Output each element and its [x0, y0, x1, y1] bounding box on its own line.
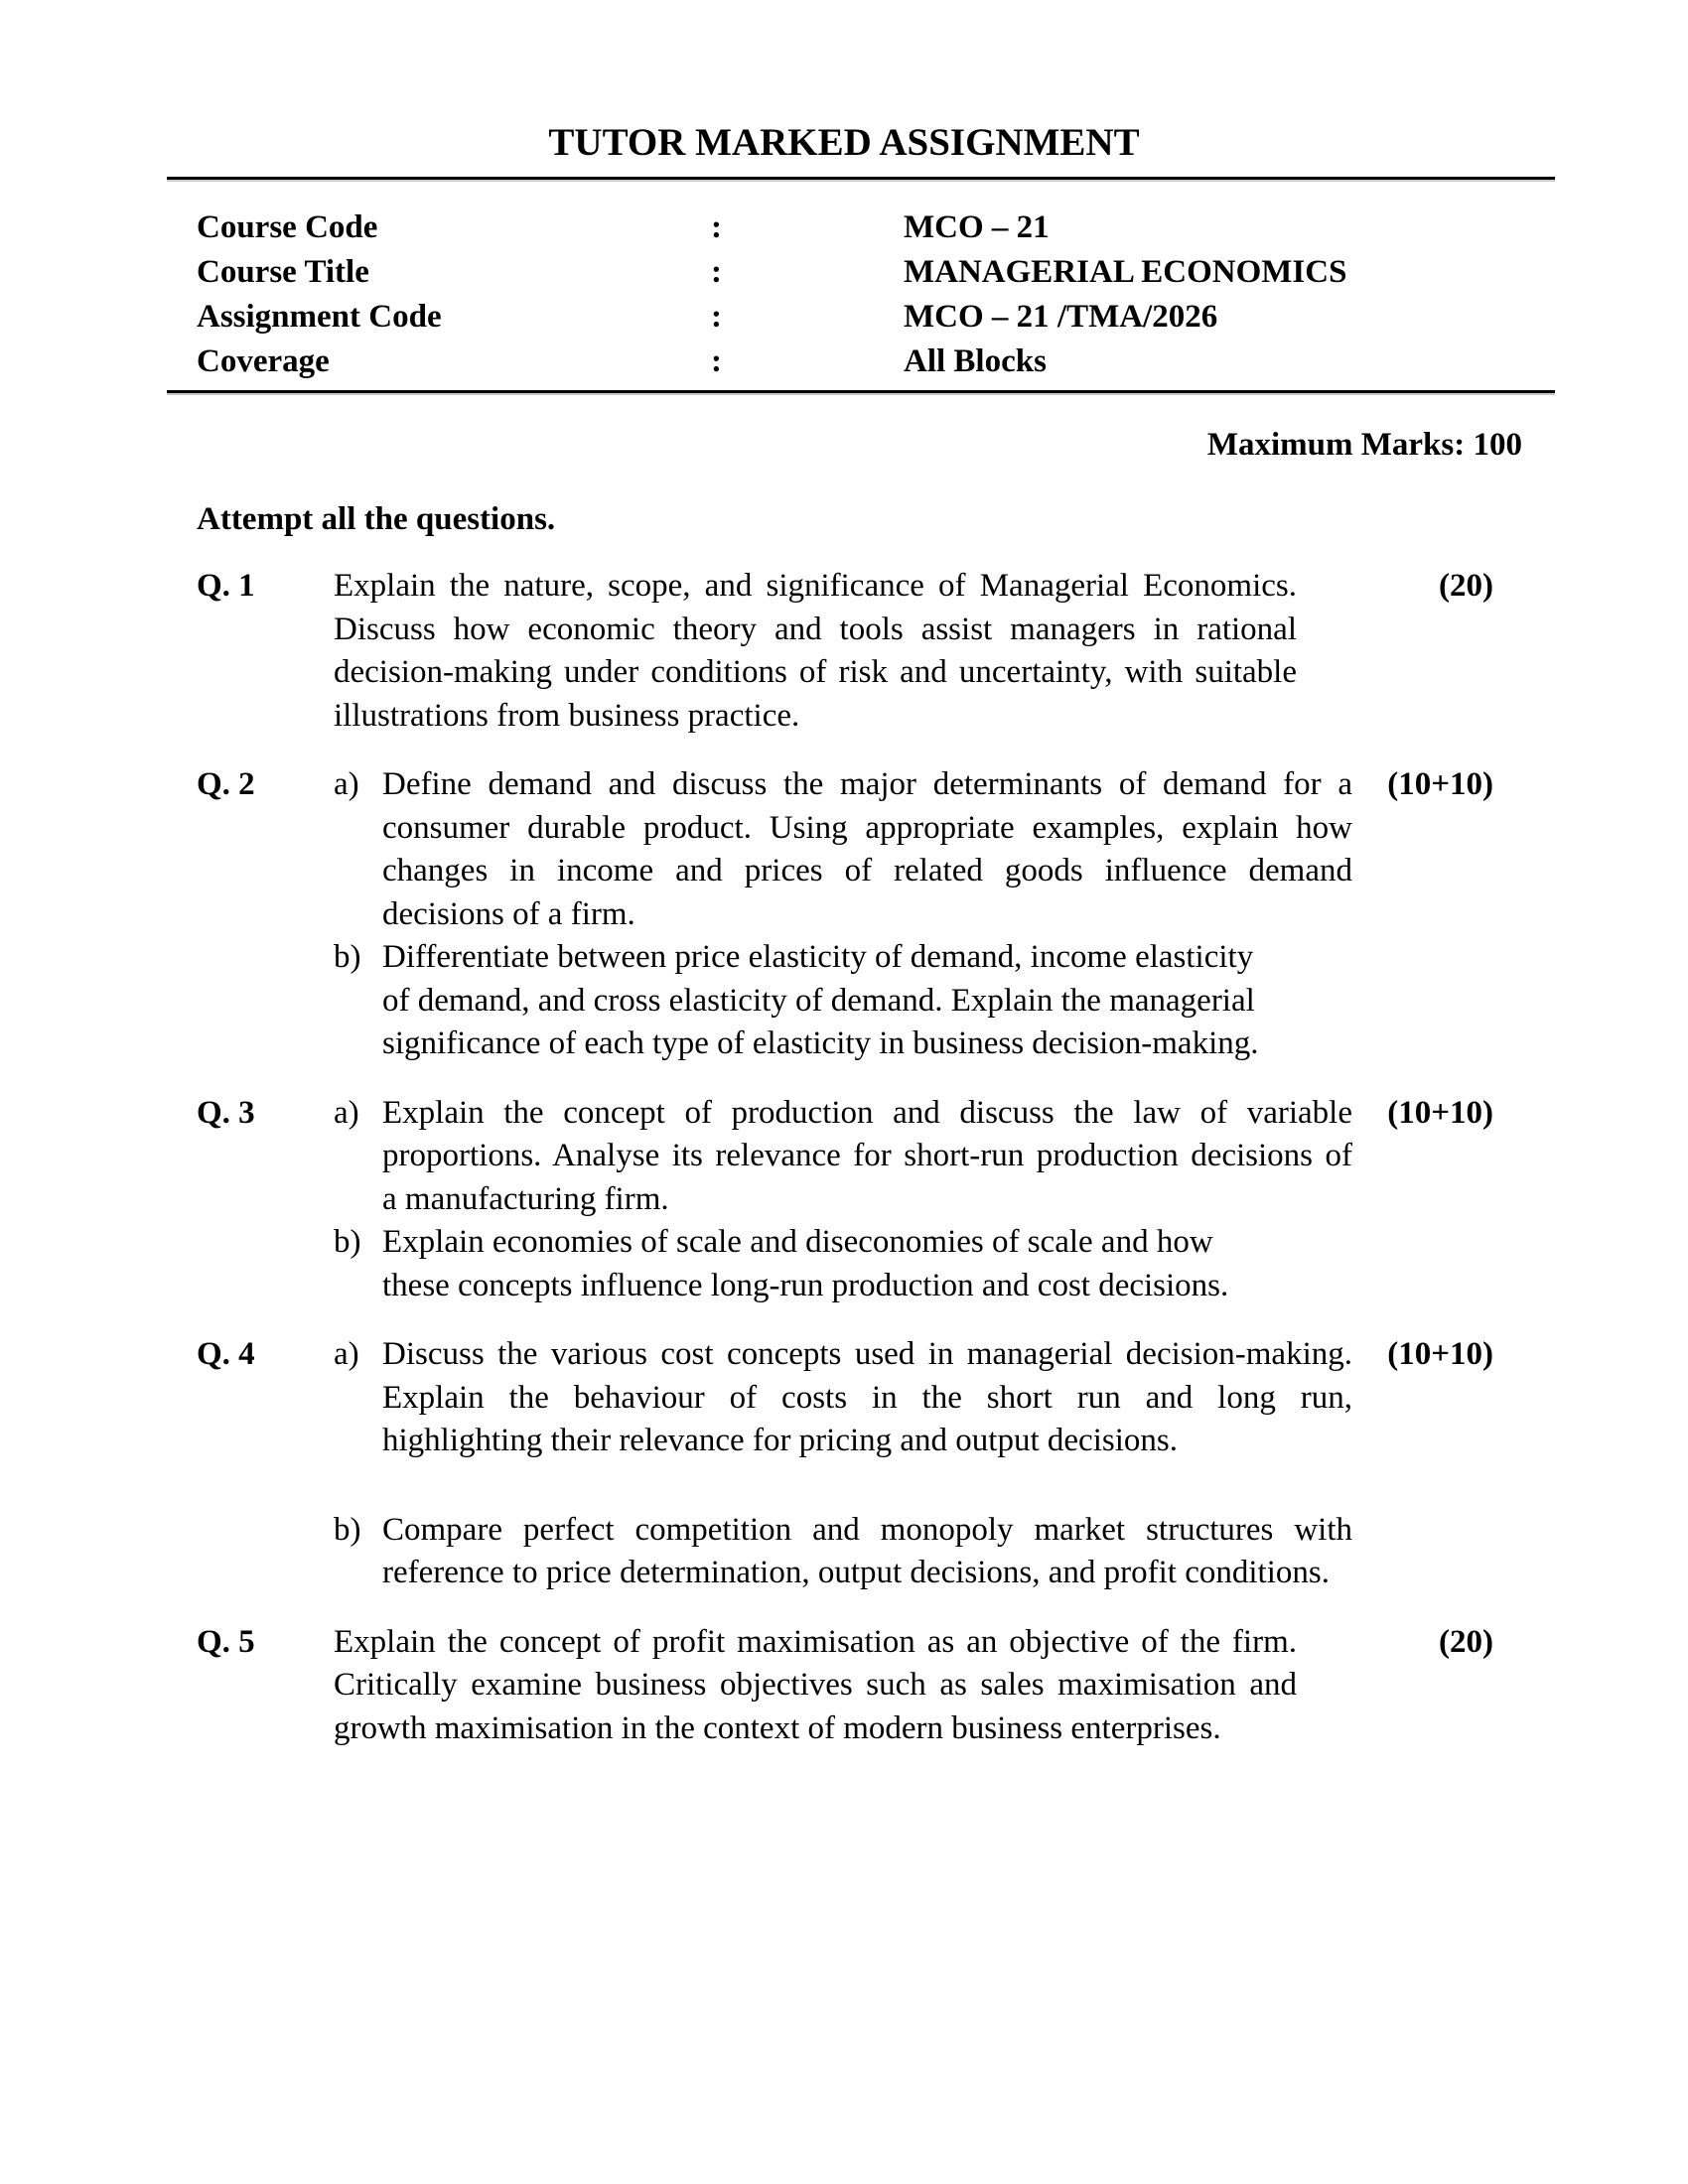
instruction: Attempt all the questions.	[197, 501, 556, 537]
course-info-row	[197, 295, 1688, 340]
part-text	[382, 1333, 1352, 1463]
question-part	[334, 1221, 1352, 1307]
text-line: of demand, and cross elasticity of demand. Explain the managerial	[382, 982, 1255, 1019]
question-marks: (20)	[1439, 1623, 1493, 1660]
course-info-value: MANAGERIAL ECONOMICS	[904, 254, 1347, 290]
part-label: a)	[334, 1094, 359, 1131]
text-line: Explain the concept of production and discuss the law of variable	[382, 1094, 1352, 1131]
text-line: reference to price determination, output decisions, and profit conditions.	[382, 1555, 1330, 1590]
question-block	[197, 1333, 1688, 1595]
question-marks: (10+10)	[1387, 1094, 1493, 1131]
course-info-value: All Blocks	[904, 343, 1047, 379]
question-marks: (10+10)	[1387, 1336, 1493, 1372]
text-line: Explain the nature, scope, and significance of Managerial Economics.	[334, 568, 1297, 604]
question-block	[197, 763, 1688, 1066]
question-part	[334, 1333, 1352, 1463]
text-line: Discuss how economic theory and tools assist managers in rational	[334, 611, 1297, 647]
question-block	[197, 565, 1688, 738]
header-rule-top	[167, 177, 1555, 180]
part-label: a)	[334, 766, 359, 802]
text-line: consumer durable product. Using appropriate examples, explain how	[382, 809, 1352, 846]
question-marks: (20)	[1439, 568, 1493, 604]
part-text	[382, 1221, 1352, 1307]
question-marks: (10+10)	[1387, 766, 1493, 802]
course-info-separator: :	[711, 299, 722, 335]
text-line: changes in income and prices of related goods influence demand	[382, 853, 1352, 888]
text-line: these concepts influence long-run production and cost decisions.	[382, 1267, 1229, 1303]
questions-list	[197, 565, 1688, 1750]
question-number: Q. 5	[197, 1623, 255, 1660]
part-text	[334, 565, 1297, 738]
part-text	[334, 1621, 1297, 1751]
text-line: Explain the behaviour of costs in the short run and long run,	[382, 1379, 1352, 1416]
text-line: decision-making under conditions of risk and uncertainty, with suitable	[334, 654, 1297, 690]
part-label: b)	[334, 1224, 361, 1260]
question-part	[334, 1621, 1352, 1751]
part-label: b)	[334, 939, 361, 975]
course-info-separator: :	[711, 343, 722, 379]
question-number: Q. 3	[197, 1094, 255, 1131]
text-line: a manufacturing firm.	[382, 1180, 669, 1217]
question-number: Q. 4	[197, 1336, 255, 1372]
question-part	[334, 763, 1352, 936]
text-line: Critically examine business objectives such as sales maximisation and	[334, 1667, 1297, 1703]
course-info-label: Course Code	[197, 209, 378, 245]
part-text	[382, 936, 1352, 1066]
text-line: Discuss the various cost concepts used in managerial decision-making.	[382, 1336, 1352, 1372]
question-number: Q. 1	[197, 568, 255, 604]
course-info-separator: :	[711, 254, 722, 290]
text-line: proportions. Analyse its relevance for short-run production decisions of	[382, 1138, 1352, 1173]
text-line: Explain the concept of profit maximisation as an objective of the firm.	[334, 1623, 1297, 1660]
question-parts	[334, 1621, 1352, 1751]
part-label: a)	[334, 1336, 359, 1372]
course-info-value: MCO – 21 /TMA/2026	[904, 299, 1218, 335]
course-info-table	[197, 205, 1688, 384]
text-line: decisions of a firm.	[382, 895, 635, 932]
question-block	[197, 1092, 1688, 1308]
question-part	[334, 1509, 1352, 1595]
question-parts	[334, 763, 1352, 1066]
course-info-label: Assignment Code	[197, 299, 442, 335]
question-parts	[334, 1333, 1352, 1595]
text-line: significance of each type of elasticity in business decision-making.	[382, 1025, 1259, 1061]
text-line: growth maximisation in the context of modern business enterprises.	[334, 1709, 1221, 1746]
text-line: Differentiate between price elasticity of demand, income elasticity	[382, 939, 1254, 975]
course-info-separator: :	[711, 209, 722, 245]
part-label: b)	[334, 1511, 361, 1548]
question-parts	[334, 565, 1352, 738]
assignment-title: TUTOR MARKED ASSIGNMENT	[548, 121, 1140, 164]
course-info-value: MCO – 21	[904, 209, 1050, 245]
question-block	[197, 1621, 1688, 1751]
text-line: illustrations from business practice.	[334, 697, 800, 734]
question-part	[334, 1092, 1352, 1222]
part-text	[382, 1509, 1352, 1595]
text-line: highlighting their relevance for pricing and output decisions.	[382, 1423, 1178, 1458]
part-text	[382, 763, 1352, 936]
header-rule-bottom	[167, 390, 1555, 393]
max-marks: Maximum Marks: 100	[1206, 427, 1522, 463]
text-line: Define demand and discuss the major determinants of demand for a	[382, 766, 1352, 802]
course-info-label: Course Title	[197, 254, 369, 290]
course-info-row	[197, 250, 1688, 295]
question-part	[334, 565, 1352, 738]
question-part	[334, 936, 1352, 1066]
course-info-label: Coverage	[197, 343, 330, 379]
course-info-row	[197, 340, 1688, 384]
course-info-row	[197, 205, 1688, 250]
text-line: Explain economies of scale and diseconomies of scale and how	[382, 1224, 1213, 1260]
part-text	[382, 1092, 1352, 1222]
text-line: Compare perfect competition and monopoly market structures with	[382, 1511, 1352, 1548]
question-number: Q. 2	[197, 766, 255, 802]
question-parts	[334, 1092, 1352, 1308]
